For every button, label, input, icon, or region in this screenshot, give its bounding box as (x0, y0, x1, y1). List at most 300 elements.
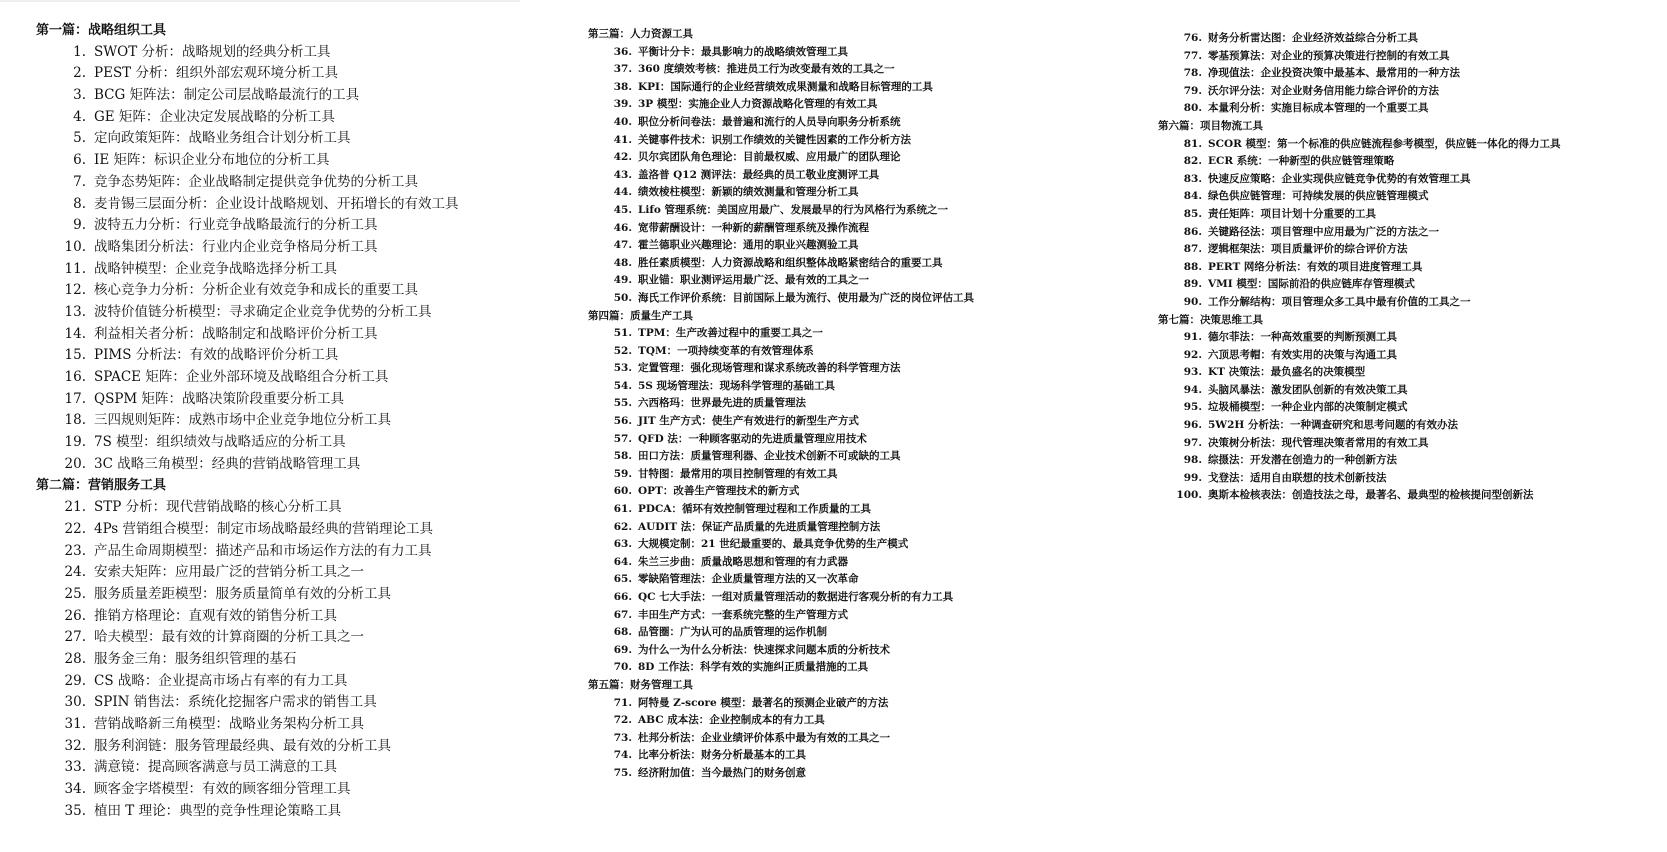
list-item (36, 757, 556, 779)
item-text: 霍兰德职业兴趣理论：通用的职业兴趣测验工具 (638, 239, 859, 252)
item-text: 盖洛普 Q12 测评法：最经典的员工敬业度测评工具 (638, 168, 880, 181)
item-number: 58. (613, 450, 632, 463)
list-item (1158, 435, 1658, 453)
item-text: 胜任素质模型：人力资源战略和组织整体战略紧密结合的重要工具 (638, 256, 943, 269)
list-item (1158, 65, 1658, 83)
item-text: 3C 战略三角模型：经典的营销战略管理工具 (94, 455, 361, 472)
item-text: 战略集团分析法：行业内企业竞争格局分析工具 (94, 238, 378, 255)
item-text: PEST 分析：组织外部宏观环境分析工具 (94, 65, 338, 82)
item-text: 5S 现场管理法：现场科学管理的基础工具 (638, 379, 836, 392)
list-item (1158, 30, 1658, 48)
item-text: 零缺陷管理法：企业质量管理方法的又一次革命 (638, 573, 859, 586)
item-text: OPT：改善生产管理技术的新方式 (638, 485, 800, 498)
item-text: TQM：一项持续变革的有效管理体系 (638, 344, 814, 357)
item-number: 2. (73, 65, 86, 82)
item-text: SWOT 分析：战略规划的经典分析工具 (94, 43, 331, 60)
item-text: 定置管理：强化现场管理和谋求系统改善的科学管理方法 (638, 362, 901, 375)
item-text: AUDIT 法：保证产品质量的先进质量管理控制方法 (638, 520, 881, 533)
item-text: ECR 系统：一种新型的供应链管理策略 (1208, 155, 1395, 168)
item-text: 工作分解结构：项目管理众多工具中最有价值的工具之一 (1208, 295, 1471, 308)
list-item (1158, 171, 1658, 189)
item-text: 服务利润链：服务管理最经典、最有效的分析工具 (94, 737, 391, 754)
item-number: 78. (1183, 67, 1202, 80)
item-number: 82. (1183, 155, 1202, 168)
item-text: QSPM 矩阵：战略决策阶段重要分析工具 (94, 390, 345, 407)
list-item (1158, 417, 1658, 435)
page-top-border (0, 0, 520, 2)
list-item (36, 215, 556, 237)
item-number: 35. (64, 802, 86, 819)
item-text: 零基预算法：对企业的预算决策进行控制的有效工具 (1208, 49, 1450, 62)
list-item (36, 801, 556, 823)
item-text: 8D 工作法：科学有效的实施纠正质量措施的工具 (638, 661, 869, 674)
list-item (588, 202, 1148, 220)
item-number: 90. (1183, 295, 1202, 308)
list-item (36, 237, 556, 259)
item-number: 28. (64, 650, 86, 667)
list-item (588, 114, 1148, 132)
item-number: 19. (64, 434, 86, 451)
item-text: 本量利分析：实施目标成本管理的一个重要工具 (1208, 102, 1429, 115)
item-text: 责任矩阵：项目计划十分重要的工具 (1208, 207, 1376, 220)
item-number: 21. (64, 499, 86, 516)
list-item (36, 519, 556, 541)
list-item (588, 659, 1148, 677)
item-number: 41. (613, 133, 632, 146)
list-item (1158, 382, 1658, 400)
item-text: 关键事件技术：识别工作绩效的关键性因素的工作分析方法 (638, 133, 911, 146)
item-number: 45. (613, 203, 632, 216)
list-item (588, 554, 1148, 572)
item-text: QFD 法：一种顾客驱动的先进质量管理应用技术 (638, 432, 867, 445)
item-number: 44. (613, 186, 632, 199)
section-heading: 第五篇：财务管理工具 (588, 678, 693, 691)
item-number: 38. (613, 80, 632, 93)
list-item (588, 571, 1148, 589)
list-item (36, 367, 556, 389)
item-text: 产品生命周期模型：描述产品和市场运作方法的有力工具 (94, 542, 432, 559)
item-number: 83. (1183, 172, 1202, 185)
item-number: 14. (64, 325, 86, 342)
item-text: 奥斯本检核表法：创造技法之母，最著名、最典型的检核提问型创新法 (1208, 489, 1534, 502)
item-text: 宽带薪酬设计：一种新的薪酬管理系统及操作流程 (638, 221, 869, 234)
item-text: 服务金三角：服务组织管理的基石 (94, 650, 297, 667)
item-number: 11. (64, 260, 86, 277)
item-text: 六顶思考帽：有效实用的决策与沟通工具 (1208, 348, 1397, 361)
item-text: TPM：生产改善过程中的重要工具之一 (638, 327, 823, 340)
item-text: Lifo 管理系统：美国应用最广、发展最早的行为风格行为系统之一 (638, 203, 949, 216)
item-text: 垃圾桶模型：一种企业内部的决策制定模式 (1208, 401, 1408, 414)
list-item (588, 325, 1148, 343)
item-text: 甘特图：最常用的项目控制管理的有效工具 (638, 467, 838, 480)
item-text: 戈登法：适用自由联想的技术创新技法 (1208, 471, 1387, 484)
item-number: 57. (613, 432, 632, 445)
list-item (588, 747, 1148, 765)
item-number: 71. (613, 696, 632, 709)
item-text: STP 分析：现代营销战略的核心分析工具 (94, 499, 342, 516)
list-item (36, 128, 556, 150)
item-number: 66. (613, 591, 632, 603)
list-item (36, 584, 556, 606)
item-number: 46. (613, 221, 632, 234)
section-heading: 第六篇：项目物流工具 (1158, 119, 1263, 132)
item-text: 沃尔评分法：对企业财务信用能力综合评价的方法 (1208, 84, 1439, 97)
item-text: 推销方格理论：直观有效的销售分析工具 (94, 607, 337, 624)
item-text: 360 度绩效考核：推进员工行为改变最有效的工具之一 (638, 63, 895, 76)
item-number: 79. (1183, 84, 1202, 97)
item-number: 64. (613, 555, 632, 568)
list-item (36, 454, 556, 476)
list-item (588, 237, 1148, 255)
item-text: CS 战略：企业提高市场占有率的有力工具 (94, 672, 348, 689)
item-number: 4. (73, 108, 86, 125)
list-item (36, 259, 556, 281)
list-item (1158, 188, 1658, 206)
list-item (588, 61, 1148, 79)
item-number: 92. (1183, 348, 1202, 361)
item-number: 42. (613, 151, 632, 164)
item-number: 50. (613, 291, 632, 304)
item-text: 绿色供应链管理：可持续发展的供应链管理模式 (1208, 190, 1429, 203)
item-number: 25. (64, 585, 86, 602)
item-text: 净现值法：企业投资决策中最基本、最常用的一种方法 (1208, 67, 1460, 80)
list-item (588, 272, 1148, 290)
list-item (588, 765, 1148, 783)
item-text: SCOR 模型：第一个标准的供应链流程参考模型，供应链一体化的得力工具 (1208, 137, 1561, 150)
item-text: JIT 生产方式：使生产有效进行的新型生产方式 (638, 415, 859, 428)
item-number: 16. (64, 369, 86, 385)
item-number: 51. (613, 327, 632, 340)
list-item (1158, 224, 1658, 242)
item-number: 12. (64, 282, 86, 299)
list-item (36, 280, 556, 302)
item-text: 比率分析法：财务分析最基本的工具 (638, 749, 806, 762)
item-text: 植田 T 理论：典型的竞争性理论策略工具 (94, 802, 342, 819)
item-number: 77. (1183, 49, 1202, 62)
item-text: 综摄法：开发潜在创造力的一种创新方法 (1208, 454, 1397, 467)
list-item (1158, 294, 1658, 312)
item-text: 3P 模型：实施企业人力资源战略化管理的有效工具 (638, 98, 878, 111)
list-item (36, 42, 556, 64)
list-item (588, 343, 1148, 361)
list-item (588, 96, 1148, 114)
list-item (36, 107, 556, 129)
list-item (588, 290, 1148, 308)
item-number: 88. (1183, 260, 1202, 273)
item-text: 核心竞争力分析：分析企业有效竞争和成长的重要工具 (94, 282, 418, 299)
item-text: 平衡计分卡：最具影响力的战略绩效管理工具 (638, 45, 848, 58)
list-item (588, 712, 1148, 730)
list-item (36, 150, 556, 172)
list-item (1158, 241, 1658, 259)
item-text: SPACE 矩阵：企业外部环境及战略组合分析工具 (94, 369, 389, 385)
item-text: 顾客金字塔模型：有效的顾客细分管理工具 (94, 781, 351, 798)
item-text: 竞争态势矩阵：企业战略制定提供竞争优势的分析工具 (94, 173, 418, 190)
list-item (36, 714, 556, 736)
item-text: 经济附加值：当今最热门的财务创意 (638, 766, 806, 779)
item-number: 1. (73, 43, 86, 60)
list-item (588, 589, 1148, 607)
list-item (36, 63, 556, 85)
item-number: 93. (1183, 366, 1202, 379)
item-number: 40. (613, 115, 632, 128)
list-item (588, 536, 1148, 554)
item-number: 5. (73, 130, 86, 147)
item-number: 31. (64, 716, 86, 732)
list-item (36, 172, 556, 194)
list-item (36, 736, 556, 758)
item-number: 100. (1176, 489, 1202, 502)
list-item (36, 627, 556, 649)
item-text: 德尔菲法：一种高效重要的判断预测工具 (1208, 331, 1397, 344)
item-number: 23. (64, 542, 86, 559)
item-text: 海氏工作评价系统：目前国际上最为流行、使用最为广泛的岗位评估工具 (638, 291, 974, 304)
item-text: 职位分析问卷法：最普遍和流行的人员导向职务分析系统 (638, 115, 901, 128)
item-text: KPI：国际通行的企业经营绩效成果测量和战略目标管理的工具 (638, 80, 933, 93)
item-number: 34. (64, 781, 86, 798)
item-number: 3. (73, 87, 86, 104)
list-item (1158, 487, 1658, 505)
item-number: 72. (613, 714, 632, 727)
item-number: 39. (613, 98, 632, 111)
item-number: 84. (1183, 190, 1202, 203)
section-heading: 第二篇：营销服务工具 (36, 478, 167, 494)
item-text: 职业锚：职业测评运用最广泛、最有效的工具之一 (638, 274, 869, 287)
list-item (36, 606, 556, 628)
item-text: 快速反应策略：企业实现供应链竞争优势的有效管理工具 (1208, 172, 1471, 185)
item-number: 67. (613, 608, 632, 621)
item-text: 战略钟模型：企业竞争战略选择分析工具 (94, 260, 337, 277)
item-number: 98. (1183, 454, 1202, 467)
list-item (588, 431, 1148, 449)
list-item (1158, 259, 1658, 277)
list-item (36, 345, 556, 367)
list-item (36, 85, 556, 107)
item-number: 91. (1183, 331, 1202, 344)
item-number: 52. (613, 344, 632, 357)
list-item (588, 730, 1148, 748)
list-item (36, 410, 556, 432)
item-number: 70. (613, 661, 632, 674)
item-number: 18. (64, 412, 86, 429)
item-text: 4Ps 营销组合模型：制定市场战略最经典的营销理论工具 (94, 520, 434, 537)
list-item (588, 501, 1148, 519)
list-item (588, 519, 1148, 537)
list-item (588, 624, 1148, 642)
item-text: 丰田生产方式：一套系统完整的生产管理方式 (638, 608, 848, 621)
list-item (588, 378, 1148, 396)
list-item (1158, 153, 1658, 171)
list-item (1158, 276, 1658, 294)
list-item (36, 497, 556, 519)
list-item (588, 448, 1148, 466)
column-2 (588, 26, 1148, 783)
item-text: 三四规则矩阵：成熟市场中企业竞争地位分析工具 (94, 412, 391, 429)
list-item (588, 360, 1148, 378)
item-number: 73. (613, 731, 632, 744)
list-item (1158, 83, 1658, 101)
item-text: SPIN 销售法：系统化挖掘客户需求的销售工具 (94, 694, 377, 711)
item-text: 麦肯锡三层面分析：企业设计战略规划、开拓增长的有效工具 (94, 195, 459, 212)
item-text: 逻辑框架法：项目质量评价的综合评价方法 (1208, 243, 1408, 256)
list-item (36, 692, 556, 714)
item-number: 27. (64, 629, 86, 646)
section-heading: 第七篇：决策思维工具 (1158, 313, 1263, 326)
list-item (36, 779, 556, 801)
item-number: 89. (1183, 278, 1202, 291)
section-heading: 第三篇：人力资源工具 (588, 28, 693, 40)
column-3 (1158, 30, 1658, 505)
item-text: 满意镜：提高顾客满意与员工满意的工具 (94, 759, 337, 776)
item-number: 47. (613, 239, 632, 252)
item-text: 波特五力分析：行业竞争战略最流行的分析工具 (94, 217, 378, 234)
item-text: 哈夫模型：最有效的计算商圈的分析工具之一 (94, 629, 364, 646)
item-number: 29. (64, 672, 86, 689)
item-number: 26. (64, 607, 86, 624)
list-item (588, 695, 1148, 713)
item-text: 田口方法：质量管理利器、企业技术创新不可或缺的工具 (638, 450, 901, 463)
item-text: 大规模定制：21 世纪最重要的、最具竞争优势的生产模式 (638, 538, 909, 551)
item-number: 59. (613, 467, 632, 480)
item-text: 利益相关者分析：战略制定和战略评价分析工具 (94, 325, 378, 342)
item-number: 69. (613, 643, 632, 656)
item-text: 营销战略新三角模型：战略业务架构分析工具 (94, 716, 364, 732)
item-text: 杜邦分析法：企业业绩评价体系中最为有效的工具之一 (638, 731, 890, 744)
section-heading: 第四篇：质量生产工具 (588, 309, 693, 322)
list-item (588, 483, 1148, 501)
item-number: 81. (1183, 137, 1202, 150)
item-number: 95. (1183, 401, 1202, 414)
list-item (588, 79, 1148, 97)
item-number: 99. (1183, 471, 1202, 484)
list-item (1158, 470, 1658, 488)
list-item (588, 255, 1148, 273)
list-item (36, 389, 556, 411)
item-number: 24. (64, 564, 86, 581)
item-number: 61. (613, 503, 632, 516)
item-text: PERT 网络分析法：有效的项目进度管理工具 (1208, 260, 1423, 273)
list-item (1158, 100, 1658, 118)
item-number: 33. (64, 759, 86, 776)
item-text: 头脑风暴法：激发团队创新的有效决策工具 (1208, 383, 1408, 396)
item-number: 65. (613, 573, 632, 586)
item-number: 30. (64, 694, 86, 711)
item-number: 43. (613, 168, 632, 181)
list-item (1158, 136, 1658, 154)
item-text: 六西格玛：世界最先进的质量管理法 (638, 397, 806, 410)
list-item (588, 220, 1148, 238)
item-number: 10. (64, 238, 86, 255)
list-item (588, 167, 1148, 185)
item-number: 6. (73, 152, 86, 169)
item-number: 9. (73, 217, 86, 234)
list-item (1158, 364, 1658, 382)
list-item (588, 184, 1148, 202)
list-item (1158, 329, 1658, 347)
item-text: KT 决策法：最负盛名的决策模型 (1208, 366, 1366, 379)
item-text: 决策树分析法：现代管理决策者常用的有效工具 (1208, 436, 1429, 449)
item-number: 76. (1183, 32, 1202, 44)
item-text: 朱兰三步曲：质量战略思想和管理的有力武器 (638, 555, 848, 568)
item-text: 安索夫矩阵：应用最广泛的营销分析工具之一 (94, 564, 364, 581)
list-item (36, 432, 556, 454)
list-item (36, 302, 556, 324)
item-text: 财务分析雷达图：企业经济效益综合分析工具 (1208, 32, 1418, 44)
item-text: 为什么一为什么分析法：快速探求问题本质的分析技术 (638, 643, 890, 656)
item-number: 75. (613, 766, 632, 779)
section-heading: 第一篇：战略组织工具 (36, 23, 167, 38)
item-number: 49. (613, 274, 632, 287)
item-number: 97. (1183, 436, 1202, 449)
list-item (588, 149, 1148, 167)
item-number: 56. (613, 415, 632, 428)
list-item (588, 466, 1148, 484)
item-number: 48. (613, 256, 632, 269)
list-item (588, 395, 1148, 413)
item-number: 53. (613, 362, 632, 375)
item-number: 22. (64, 520, 86, 537)
list-item (36, 541, 556, 563)
item-text: VMI 模型：国际前沿的供应链库存管理模式 (1208, 278, 1415, 291)
item-number: 68. (613, 626, 632, 639)
item-text: PIMS 分析法：有效的战略评价分析工具 (94, 347, 339, 364)
item-number: 36. (613, 45, 632, 58)
item-text: 5W2H 分析法：一种调查研究和思考问题的有效办法 (1208, 419, 1458, 432)
list-item (36, 324, 556, 346)
item-text: 波特价值链分析模型：寻求确定企业竞争优势的分析工具 (94, 303, 432, 320)
item-text: 定向政策矩阵：战略业务组合计划分析工具 (94, 130, 351, 147)
list-item (36, 562, 556, 584)
item-text: 7S 模型：组织绩效与战略适应的分析工具 (94, 434, 346, 451)
list-item (36, 671, 556, 693)
item-text: BCG 矩阵法：制定公司层战略最流行的工具 (94, 87, 360, 104)
list-item (588, 607, 1148, 625)
item-number: 13. (64, 303, 86, 320)
item-number: 63. (613, 538, 632, 551)
item-text: 服务质量差距模型：服务质量简单有效的分析工具 (94, 585, 391, 602)
list-item (588, 413, 1148, 431)
item-number: 37. (613, 63, 632, 76)
item-number: 96. (1183, 419, 1202, 432)
item-number: 7. (73, 173, 86, 190)
item-number: 86. (1183, 225, 1202, 238)
list-item (1158, 399, 1658, 417)
item-number: 17. (64, 390, 86, 407)
item-number: 87. (1183, 243, 1202, 256)
list-item (1158, 452, 1658, 470)
item-text: 绩效棱柱模型：新颖的绩效测量和管理分析工具 (638, 186, 859, 199)
list-item (1158, 48, 1658, 66)
item-text: 贝尔宾团队角色理论：目前最权威、应用最广的团队理论 (638, 151, 901, 164)
item-number: 74. (613, 749, 632, 762)
item-number: 94. (1183, 383, 1202, 396)
list-item (588, 44, 1148, 62)
item-text: 阿特曼 Z-score 模型：最著名的预测企业破产的方法 (638, 696, 889, 709)
list-item (1158, 347, 1658, 365)
item-text: IE 矩阵：标识企业分布地位的分析工具 (94, 152, 330, 169)
item-number: 8. (73, 195, 86, 212)
list-item (588, 132, 1148, 150)
item-number: 55. (613, 397, 632, 410)
list-item (588, 642, 1148, 660)
item-number: 80. (1183, 102, 1202, 115)
item-number: 54. (613, 379, 632, 392)
list-item (36, 649, 556, 671)
item-number: 60. (613, 485, 632, 498)
item-text: GE 矩阵：企业决定发展战略的分析工具 (94, 108, 335, 125)
item-number: 20. (64, 455, 86, 472)
item-text: QC 七大手法：一组对质量管理活动的数据进行客观分析的有力工具 (638, 591, 954, 603)
